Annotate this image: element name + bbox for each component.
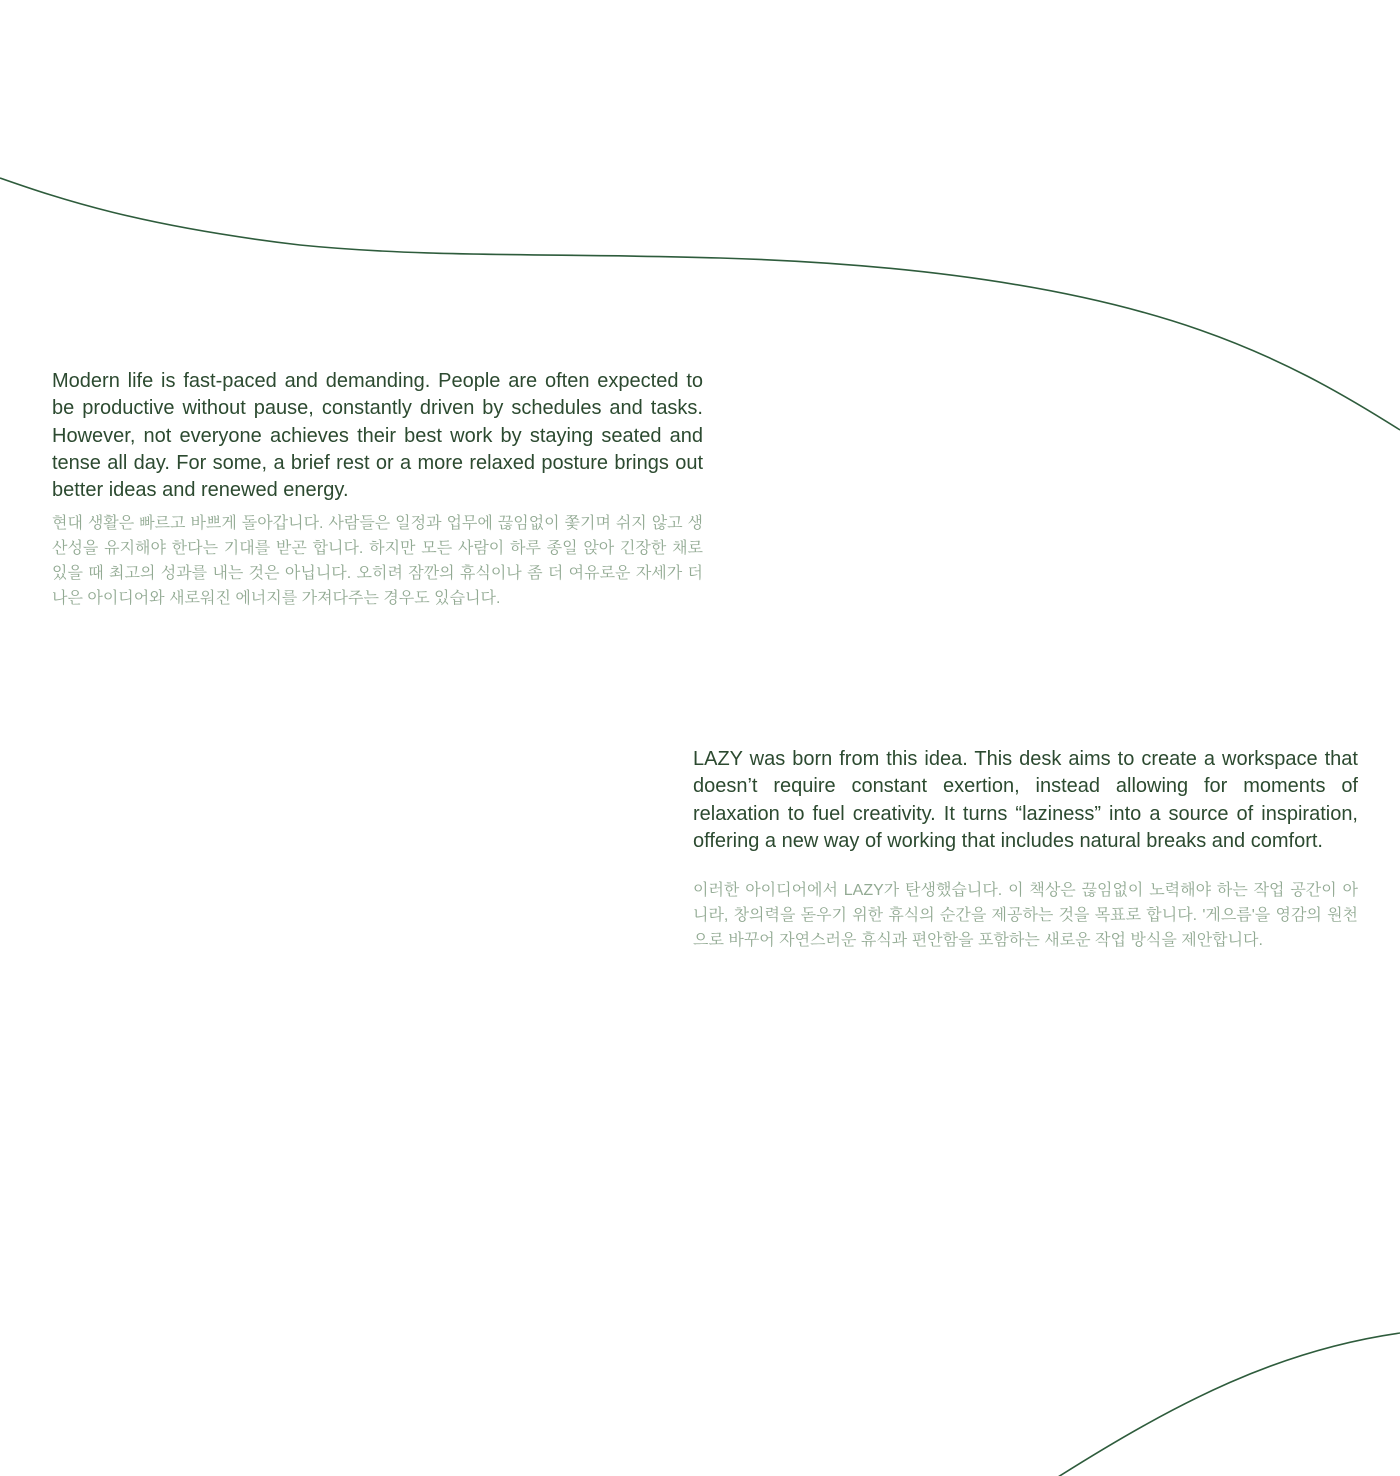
lazy-concept-section xyxy=(693,746,1358,953)
intro-paragraph-english: Modern life is fast-paced and demanding. People are often expected to be productive without pause, constantly driven by schedules and tasks. However, not everyone achieves their best work by staying seated and tense all day. For some, a brief rest or a more relaxed posture brings out better ideas and renewed energy. xyxy=(52,370,703,502)
lazy-paragraph-korean: 이러한 아이디어에서 LAZY가 탄생했습니다. 이 책상은 끊임없이 노력해야 하는 작업 공간이 아니라, 창의력을 돋우기 위한 휴식의 순간을 제공하는 것을 목표로 합니다. '게으름'을 영감의 원천으로 바꾸어 자연스러운 휴식과 편안함을 포함하는 새로운 작업 방식을 제안합니다. xyxy=(693,882,1358,950)
lazy-paragraph-english: LAZY was born from this idea. This desk aims to create a workspace that doesn’t require constant exertion, instead allowing for moments of relaxation to fuel creativity. It turns “laziness” into a source of inspiration, offering a new way of working that includes natural breaks and comfort. xyxy=(693,748,1358,852)
intro-paragraph-korean: 현대 생활은 빠르고 바쁘게 돌아갑니다. 사람들은 일정과 업무에 끊임없이 쫓기며 쉬지 않고 생산성을 유지해야 한다는 기대를 받곤 합니다. 하지만 모든 사람이 하루 종일 앉아 긴장한 채로 있을 때 최고의 성과를 내는 것은 아닙니다. 오히려 잠깐의 휴식이나 좀 더 여유로운 자세가 더 나은 아이디어와 새로워진 에너지를 가져다주는 경우도 있습니다. xyxy=(52,514,703,607)
intro-section xyxy=(52,368,703,611)
bottom-wave-curve-line xyxy=(1058,1333,1400,1476)
